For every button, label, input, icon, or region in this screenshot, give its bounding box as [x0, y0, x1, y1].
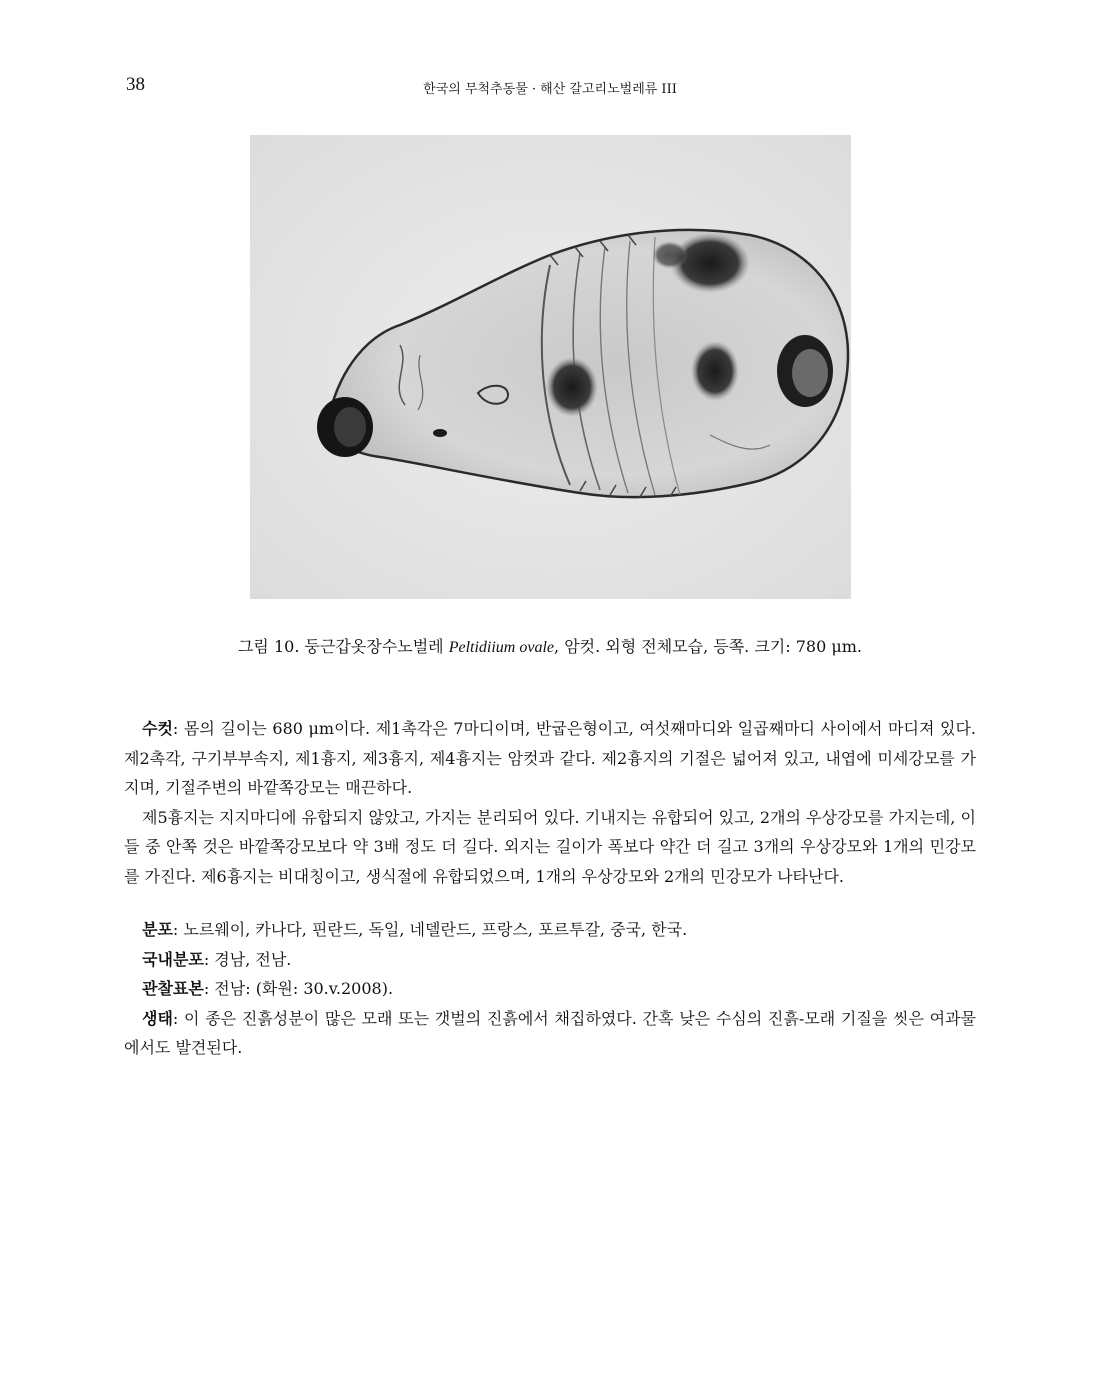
specimens-text: : 전남: (화원: 30.v.2008). [203, 979, 394, 998]
distribution-text: : 노르웨이, 카나다, 핀란드, 독일, 네델란드, 프랑스, 포르투갈, 중국, 한국. [172, 920, 688, 939]
caption-suffix: , 암컷. 외형 전체모습, 등쪽. 크기: 780 μm. [554, 637, 863, 656]
specimens-line [124, 974, 976, 1004]
ecology-label: 생태 [142, 1008, 173, 1028]
domestic-text: : 경남, 전남. [203, 949, 292, 969]
male-text: : 몸의 길이는 680 μm이다. 제1촉각은 7마디이며, 반굽은형이고, 여섯째마디와 일곱째마디 사이에서 마디져 있다. 제2촉각, 구기부부속지, 제1흉지, 제3흉지, 제4흉지는 암컷과 같다. 제2흉지의 기절은 넓어져 있고, 내엽에 미세강모를 가지며, 기절주변의 바깥쪽강모는 매끈하다. [124, 719, 976, 797]
caption-prefix: 그림 10. 둥근갑옷장수노벌레 [237, 637, 449, 656]
male-label: 수컷 [142, 719, 173, 738]
page-number: 38 [126, 74, 145, 95]
distribution-label: 분포 [142, 920, 173, 939]
running-header: 한국의 무척추동물 · 해산 갈고리노벌레류 III [423, 82, 677, 97]
caption-species: Peltidiium ovale [448, 639, 555, 656]
ecology-paragraph [124, 1004, 976, 1063]
male-paragraph-2: 제5흉지는 지지마디에 유합되지 않았고, 가지는 분리되어 있다. 기내지는 유합되어 있고, 2개의 우상강모를 가지는데, 이들 중 안쪽 것은 바깥쪽강모보다 약 3배 정도 더 길다. 외지는 길이가 폭보다 약간 더 길고 3개의 우상강모와 1개의 민강모를 가진다. 제6흉지는 비대칭이고, 생식절에 유합되었으며, 1개의 우상강모와 2개의 민강모가 나타난다. [124, 807, 976, 886]
figure-caption [0, 634, 1100, 657]
specimen-photo [250, 135, 851, 599]
domestic-label: 국내분포 [142, 949, 204, 969]
body-text [124, 714, 976, 1063]
male-paragraph [124, 714, 976, 803]
distribution-line [124, 915, 976, 945]
domestic-distribution-line [124, 945, 976, 975]
ecology-text: : 이 종은 진흙성분이 많은 모래 또는 갯벌의 진흙에서 채집하였다. 간혹 낮은 수심의 진흙-모래 기질을 씻은 여과물에서도 발견된다. [124, 1008, 976, 1057]
specimens-label: 관찰표본 [142, 979, 204, 998]
